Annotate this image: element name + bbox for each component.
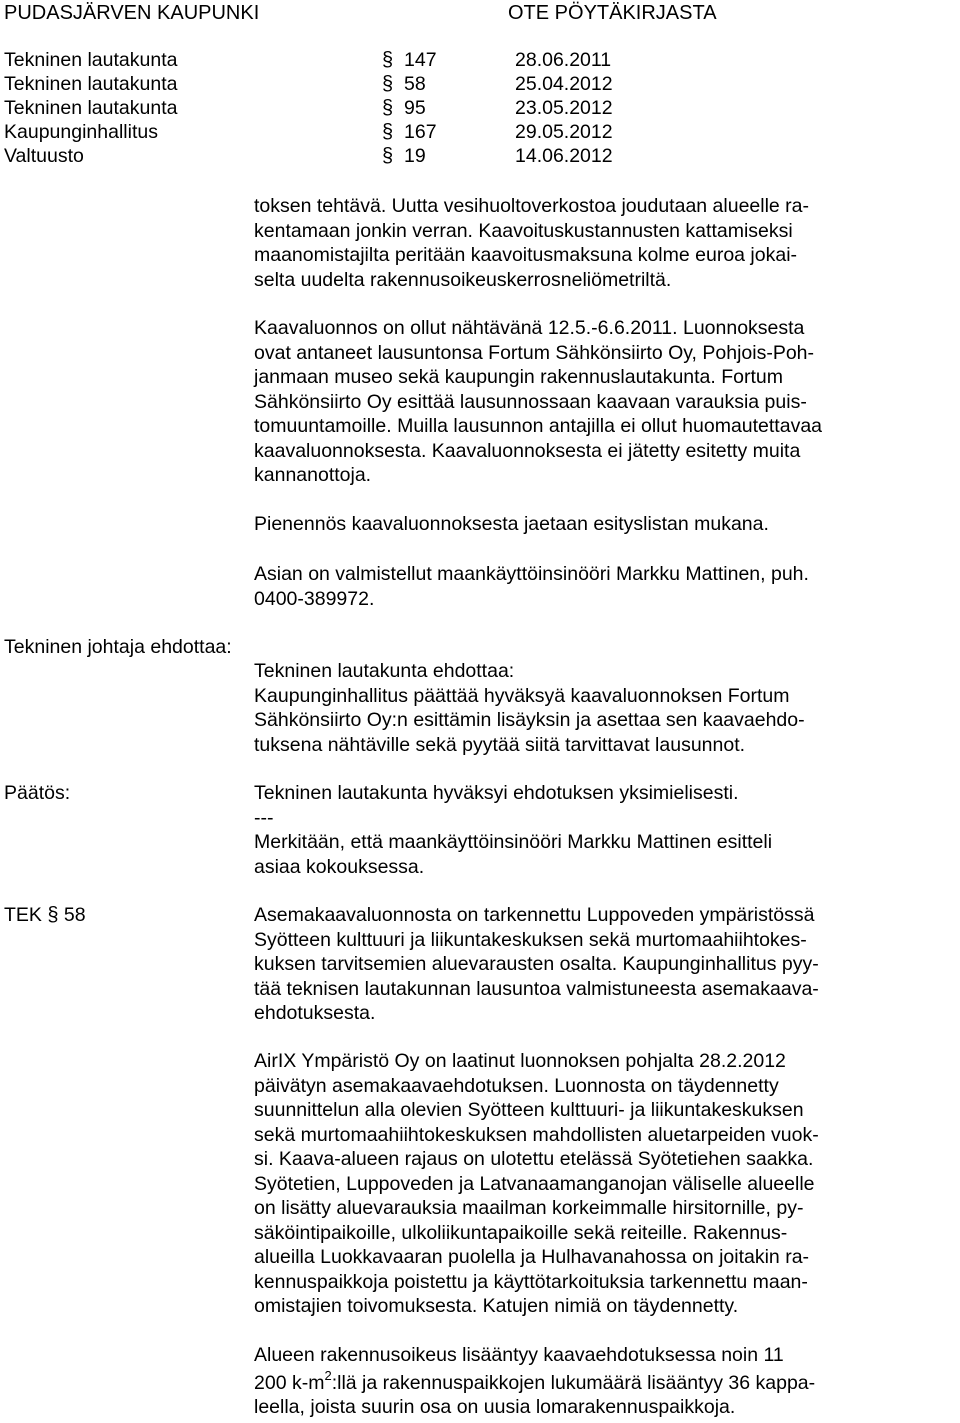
text-line: Syötteen kulttuuri ja liikuntakeskuksen sekä murtomaahiihtokes-: [254, 928, 807, 951]
reference-number: 95: [404, 97, 426, 119]
text-line: kannanottoja.: [254, 464, 372, 486]
reference-body: Tekninen lautakunta: [4, 49, 178, 71]
text-line: kennuspaikkoja poistettu ja käyttötarkoituksia tarkennettu maan-: [254, 1270, 808, 1293]
text-line: Sähkönsiirto Oy esittää lausunnossaan kaavaan varauksia puis-: [254, 390, 807, 413]
reference-row: [4, 120, 704, 144]
section-sign: §: [382, 49, 394, 71]
text-line: kuksen tarvitsemien aluevarausten osalta. Kaupunginhallitus pyy-: [254, 953, 819, 975]
reference-number: 147: [404, 49, 437, 71]
text-line: Kaavaluonnos on ollut nähtävänä 12.5.-6.6.2011. Luonnoksesta: [254, 317, 805, 339]
reference-date: 29.05.2012: [515, 121, 613, 143]
text-line: Alueen rakennusoikeus lisääntyy kaavaehdotuksessa noin 11: [254, 1344, 784, 1366]
paragraph-costs: [254, 194, 954, 292]
reference-row: [4, 96, 704, 120]
text-line: Merkitään, että maankäyttöinsinööri Markku Mattinen esitteli: [254, 831, 773, 853]
reference-row: [4, 144, 704, 168]
text-line: tomuuntamoille. Muilla lausunnon antajilla ei ollut huomautettavaa: [254, 415, 823, 437]
decision-label: Päätös:: [4, 782, 71, 804]
text-line: Tekninen lautakunta ehdottaa:: [254, 660, 515, 682]
text-line: päivätyn asemakaavaehdotuksen. Luonnosta on täydennetty: [254, 1074, 779, 1097]
text-line: ovat antaneet lausuntonsa Fortum Sähkönsiirto Oy, Pohjois-Poh-: [254, 341, 815, 364]
org-name: PUDASJÄRVEN KAUPUNKI: [4, 2, 260, 24]
superscript: 2: [324, 1367, 332, 1383]
proposer-label: Tekninen johtaja ehdottaa:: [4, 636, 232, 658]
section-sign: §: [47, 904, 59, 926]
paragraph-refinement: [254, 903, 954, 1026]
document-type: OTE PÖYTÄKIRJASTA: [508, 2, 717, 24]
tek-section-label: [4, 903, 86, 928]
paragraph-preparer: [254, 562, 954, 611]
text-line: AirIX Ympäristö Oy on laatinut luonnoksen pohjalta 28.2.2012: [254, 1050, 786, 1072]
text-line: leella, joista suurin osa on uusia lomarakennuspaikkoja.: [254, 1396, 736, 1418]
paragraph-building-rights: [254, 1343, 954, 1420]
reference-body: Tekninen lautakunta: [4, 73, 178, 95]
text-line: 0400-389972.: [254, 587, 375, 610]
paragraph-decision: [254, 781, 954, 879]
text-line: asiaa kokouksessa.: [254, 855, 425, 878]
text-line: on lisätty aluevarauksia maailman korkeimmalle hirsitornille, py-: [254, 1197, 804, 1219]
reference-date: 28.06.2011: [515, 49, 612, 71]
section-sign: §: [382, 73, 394, 95]
tek-number: 58: [63, 904, 86, 926]
text-line: janmaan museo sekä kaupungin rakennuslautakunta. Fortum: [254, 366, 783, 388]
section-sign: §: [382, 97, 394, 119]
text-line: sekä murtomaahiihtokeskuksen mahdollisten aluetarpeiden vuok-: [254, 1123, 819, 1146]
text-fragment: 200 k-m: [254, 1371, 325, 1394]
paragraph-attachment: [254, 512, 954, 537]
reference-number: 58: [404, 73, 426, 95]
reference-date: 14.06.2012: [515, 145, 613, 167]
text-line: si. Kaava-alueen rajaus on ulotettu etelässä Syötetiehen saakka.: [254, 1148, 814, 1170]
text-line: toksen tehtävä. Uutta vesihuoltoverkostoa joudutaan alueelle ra-: [254, 195, 810, 217]
section-sign: §: [382, 145, 394, 167]
reference-date: 25.04.2012: [515, 73, 613, 95]
reference-date: 23.05.2012: [515, 97, 613, 119]
text-line: kaavaluonnoksesta. Kaavaluonnoksesta ei jätetty esitetty muita: [254, 439, 801, 462]
paragraph-statements: [254, 316, 954, 488]
text-line: suunnittelun alla olevien Syötteen kulttuuri- ja liikuntakeskuksen: [254, 1099, 804, 1121]
text-line: säköintipaikoille, ulkoliikuntapaikoille sekä reiteille. Rakennus-: [254, 1221, 788, 1244]
text-line: Pienennös kaavaluonnoksesta jaetaan esityslistan mukana.: [254, 513, 769, 535]
section-sign: §: [382, 121, 394, 143]
text-line: tuksena nähtäville sekä pyytää siitä tarvittavat lausunnot.: [254, 733, 746, 756]
text-line: Syötetien, Luppoveden ja Latvanaamanganojan väliselle alueelle: [254, 1172, 815, 1195]
page-header: [0, 0, 960, 30]
text-line: tää teknisen lautakunnan lausuntoa valmistuneesta asemakaava-: [254, 977, 819, 1000]
reference-row: [4, 48, 704, 72]
text-line: Asian on valmistellut maankäyttöinsinööri Markku Mattinen, puh.: [254, 563, 809, 585]
tek-prefix: TEK: [4, 904, 42, 926]
text-line: kentamaan jonkin verran. Kaavoituskustannusten kattamiseksi: [254, 219, 793, 242]
reference-body: Tekninen lautakunta: [4, 97, 178, 119]
text-line: ---: [254, 806, 274, 829]
text-line: Kaupunginhallitus päättää hyväksyä kaavaluonnoksen Fortum: [254, 684, 790, 707]
text-line: alueilla Luokkavaaran puolella ja Hulhavanahossa on joitakin ra-: [254, 1246, 810, 1268]
text-line: selta uudelta rakennusoikeuskerrosneliömetriltä.: [254, 268, 672, 291]
text-line: Sähkönsiirto Oy:n esittämin lisäyksin ja asettaa sen kaavaehdo-: [254, 709, 805, 731]
reference-number: 19: [404, 145, 426, 167]
text-line: maanomistajilta peritään kaavoitusmaksuna kolme euroa jokai-: [254, 244, 798, 266]
text-line: [254, 1367, 954, 1396]
text-fragment: :llä ja rakennuspaikkojen lukumäärä lisääntyy 36 kappa-: [331, 1371, 816, 1394]
text-line: Asemakaavaluonnosta on tarkennettu Luppoveden ympäristössä: [254, 904, 815, 926]
text-line: Tekninen lautakunta hyväksyi ehdotuksen yksimielisesti.: [254, 782, 739, 804]
reference-number: 167: [404, 121, 437, 143]
reference-body: Valtuusto: [4, 145, 84, 167]
reference-row: [4, 72, 704, 96]
reference-body: Kaupunginhallitus: [4, 121, 158, 143]
paragraph-proposal: [254, 659, 954, 757]
text-line: ehdotuksesta.: [254, 1002, 376, 1024]
paragraph-proposal-details: [254, 1049, 954, 1319]
text-line: omistajien toivomuksesta. Katujen nimiä on täydennetty.: [254, 1295, 739, 1317]
